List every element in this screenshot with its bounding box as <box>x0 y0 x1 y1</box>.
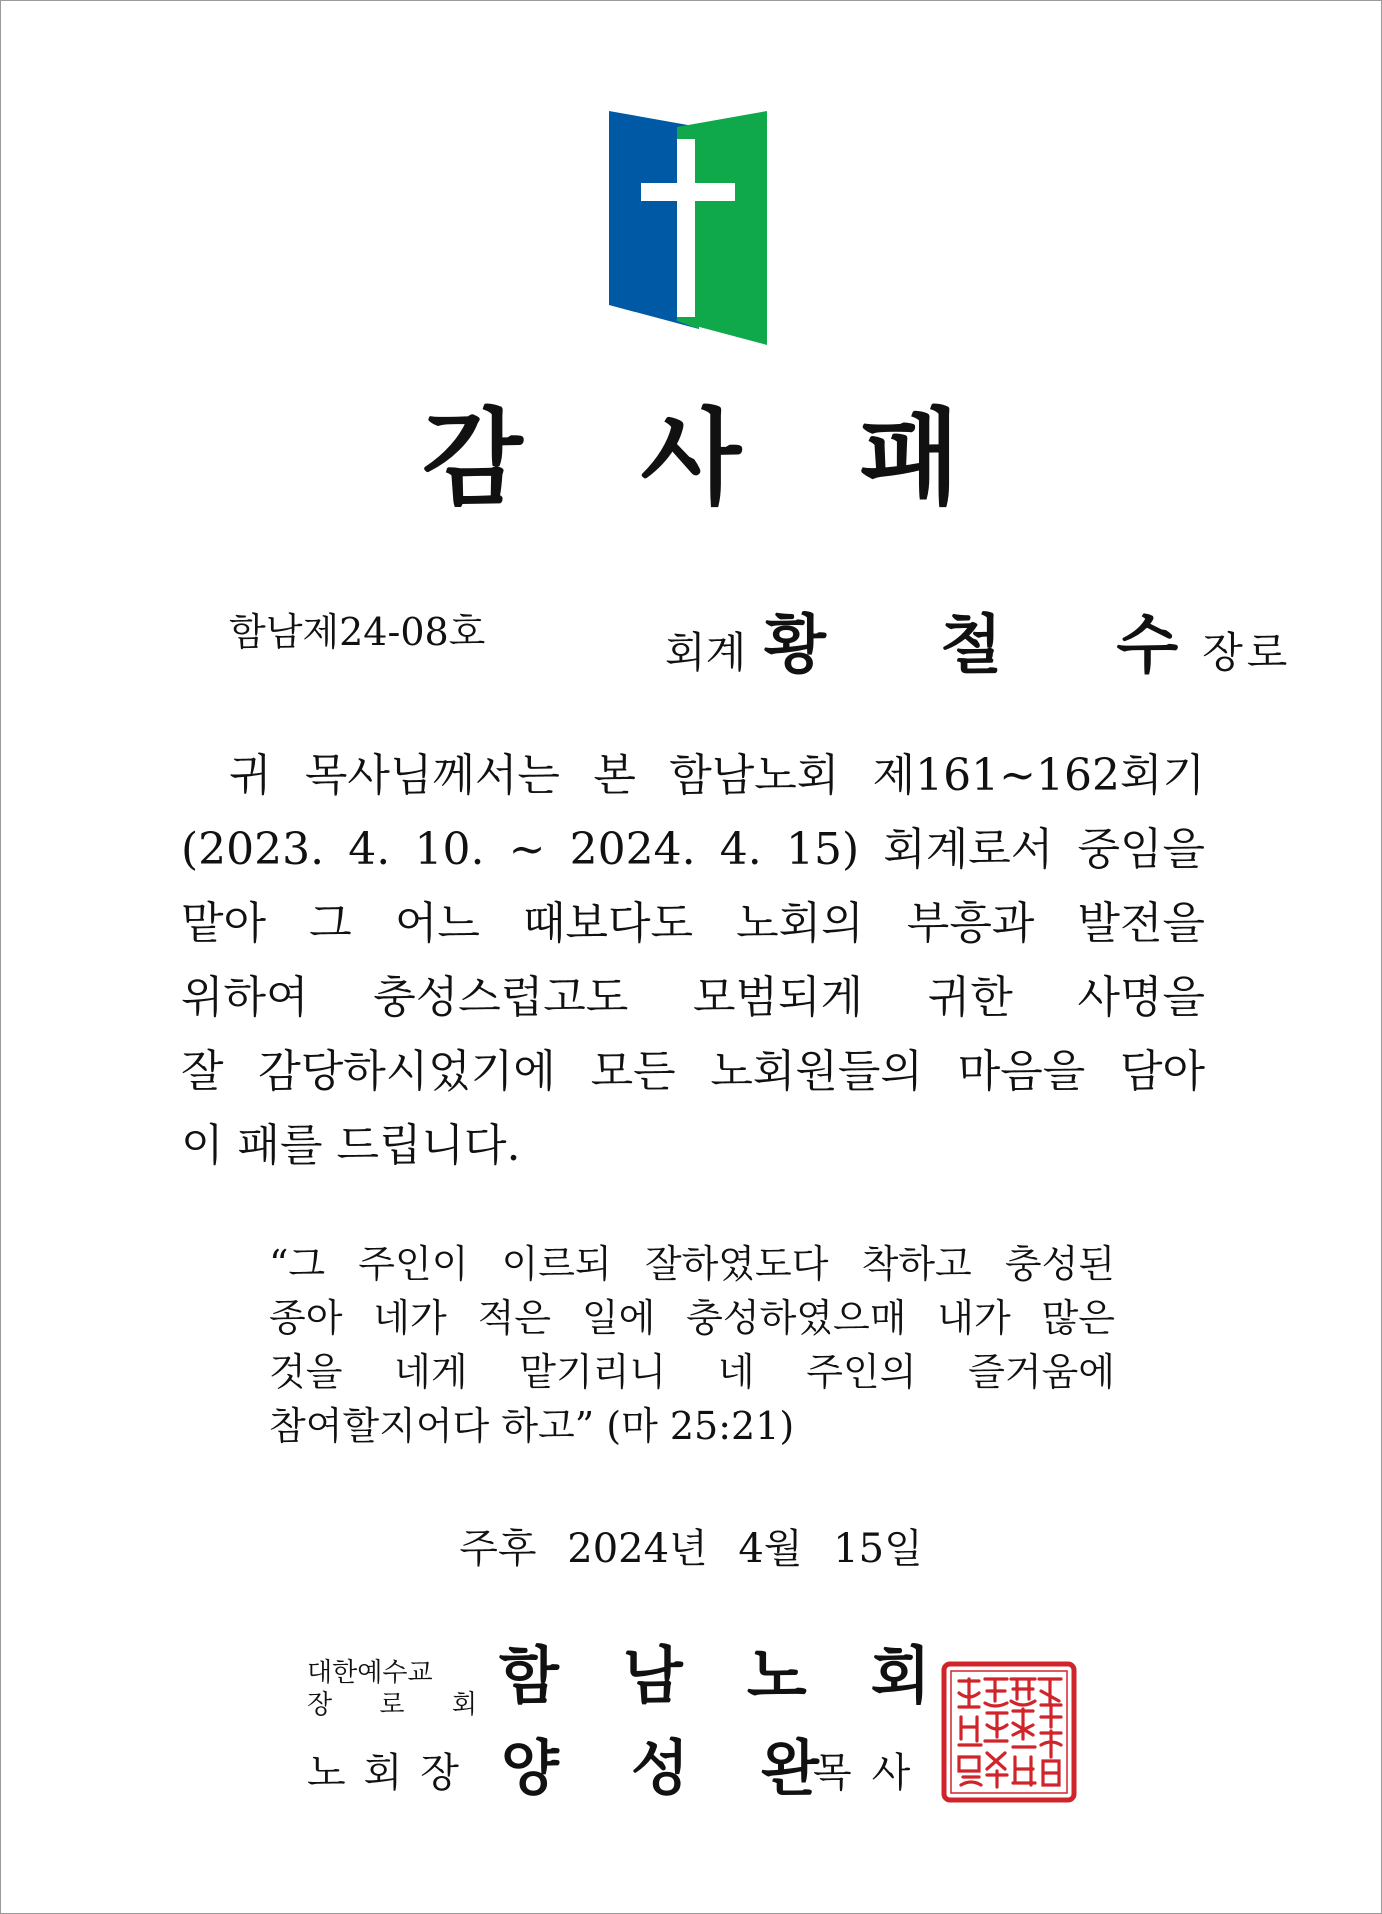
title-char: 감 <box>422 397 523 519</box>
body-line: 맡아 그 어느 때보다도 노회의 부흥과 발전을 <box>181 898 1205 949</box>
issue-date: 주후 2024년 4월 15일 <box>459 1526 923 1572</box>
body-line: (2023. 4. 10. ~ 2024. 4. 15) 회계로서 중임을 <box>181 824 1205 875</box>
official-seal-icon <box>941 1661 1077 1803</box>
page-title <box>1 397 1381 519</box>
president-name-char: 성 <box>630 1734 689 1804</box>
recipient-honorific: 장로 <box>1202 628 1292 677</box>
body-line: 이 패를 드립니다. <box>181 1120 521 1171</box>
quote-line: 것을 네게 맡기리니 네 주인의 즐거움에 <box>269 1350 1115 1394</box>
denomination-label <box>307 1657 477 1721</box>
denomination-line: 대한예수교 <box>307 1658 433 1688</box>
president-name-char: 양 <box>501 1734 559 1804</box>
quote-line: 참여할지어다 하고” (마 25:21) <box>269 1404 795 1448</box>
presbytery-char: 노 <box>746 1639 807 1712</box>
presbytery-char: 회 <box>870 1639 931 1712</box>
title-char: 패 <box>859 397 960 519</box>
president-name <box>501 1734 819 1804</box>
scripture-quote <box>269 1237 1115 1453</box>
body-line: 위하여 충성스럽고도 모범되게 귀한 사명을 <box>181 972 1205 1023</box>
presbytery-char: 함 <box>499 1639 559 1712</box>
presbytery-name <box>499 1639 931 1712</box>
quote-line: “그 주인이 이르되 잘하였도다 착하고 충성된 <box>269 1242 1115 1286</box>
president-title: 노회장 <box>307 1750 477 1796</box>
document-number: 함남제24-08호 <box>229 610 486 654</box>
citation-body <box>181 739 1205 1183</box>
recipient-name: 황 철 수 <box>764 609 1225 683</box>
body-line: 잘 감당하시었기에 모든 노회원들의 마음을 담아 <box>181 1046 1205 1097</box>
recipient-line <box>665 594 1291 686</box>
presbytery-char: 남 <box>622 1639 683 1712</box>
denomination-line: 장 로 회 <box>307 1690 477 1720</box>
quote-line: 종아 네가 적은 일에 충성하였으매 내가 많은 <box>269 1296 1115 1340</box>
body-line: 귀 목사님께서는 본 함남노회 제161~162회기 <box>229 750 1205 801</box>
president-honorific: 목사 <box>813 1750 931 1796</box>
title-char: 사 <box>640 397 742 519</box>
cross-book-logo-icon <box>607 109 769 345</box>
president-name-char: 완 <box>760 1734 819 1804</box>
recipient-role: 회계 <box>665 628 747 677</box>
